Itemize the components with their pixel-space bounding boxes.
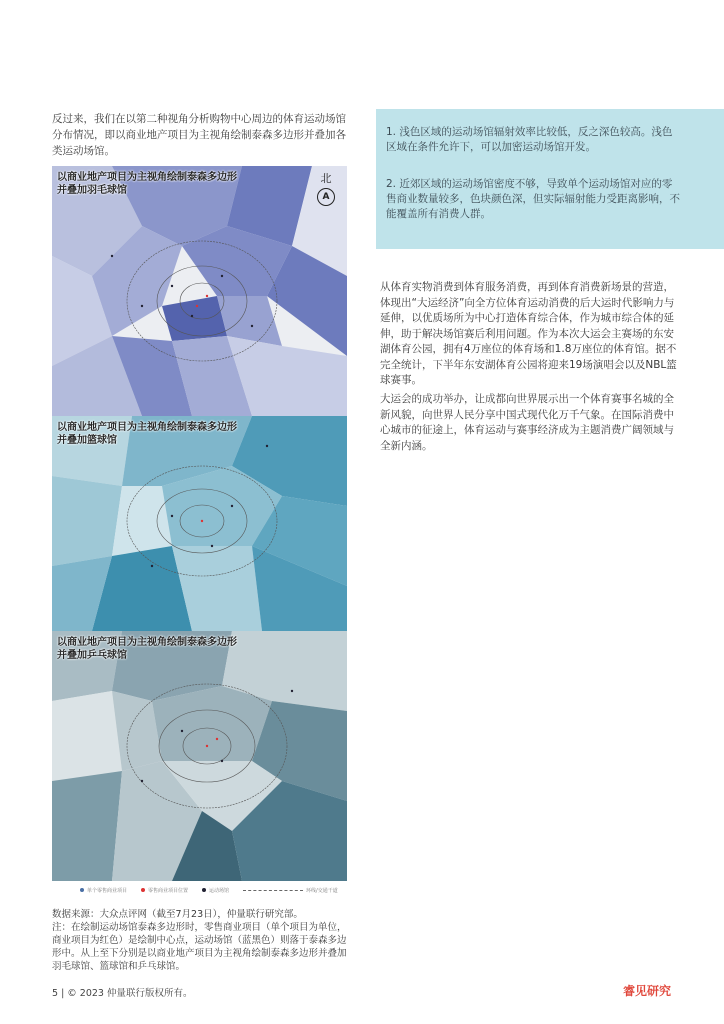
- body-paragraph-1: 从体育实物消费到体育服务消费，再到体育消费新场景的营造，体现出“大运经济”向全方位体育运动消费的后大运时代影响力与延伸，以优质场所为中心打造体育综合体，作为城市综合体的延伸，助于解决场馆赛后利用问题。作为本次大运会主赛场的东安湖体育公园，拥有4万座位的体育场和1.8万座位的体育馆。据不完全统计，下半年东安湖体育公园将迎来19场演唱会以及NBL篮球赛事。: [380, 281, 677, 386]
- voronoi-map-basketball: [52, 416, 347, 631]
- map-title: [57, 421, 237, 447]
- source-note-line: 注：在绘制运动场馆泰森多边形时，零售商业项目（单个项目为单位，商业项目为红色）是绘制中心点，运动场馆（蓝黑色）则落于泰森多边形中。从上至下分别是以商业地产项目为主视角绘制泰森多边形并叠加羽毛球馆、篮球馆和乒乓球馆。: [52, 922, 347, 972]
- legend-dot-icon: [141, 888, 145, 892]
- voronoi-map-table-tennis: [52, 631, 347, 881]
- legend-item: [80, 887, 127, 894]
- intro-paragraph: 反过来，我们在以第二种视角分析购物中心周边的体育运动场馆分布情况，即以商业地产项目为主视角绘制泰森多边形并叠加各类运动场馆。: [52, 113, 346, 157]
- legend-item: [202, 887, 229, 894]
- map-title-line-2: 并叠加乒乓球馆: [57, 650, 127, 661]
- map-table-tennis: [52, 631, 347, 881]
- legend-dot-icon: [202, 888, 206, 892]
- legend-dot-icon: [80, 888, 84, 892]
- brand-logo: 睿见研究: [622, 984, 671, 998]
- legend-label: 单个零售商业项目: [87, 887, 128, 894]
- map-badminton: [52, 166, 347, 416]
- map-title: [57, 636, 237, 662]
- callout-point-2: 2. 近郊区域的运动场馆密度不够，导致单个运动场馆对应的零售商业数量较多，色块颜色深，但实际辐射能力受距离影响，不能覆盖所有消费人群。: [386, 178, 680, 220]
- map-title: [57, 171, 237, 197]
- map-basketball: [52, 416, 347, 631]
- map-title-line-2: 并叠加羽毛球馆: [57, 185, 127, 196]
- map-legend: [52, 883, 347, 897]
- source-note: [52, 908, 352, 973]
- map-title-line-1: 以商业地产项目为主视角绘制泰森多边形: [57, 422, 237, 433]
- legend-label: 运动场馆: [209, 887, 230, 894]
- callout-box: [376, 109, 724, 249]
- body-paragraph-2: 大运会的成功举办，让成都向世界展示出一个体育赛事名城的全新风貌，向世界人民分享中国式现代化万千气象。在国际消费中心城市的征途上，体育运动与赛事经济成为主题消费广阔领域与全新内涵。: [380, 393, 674, 452]
- north-arrow: [317, 170, 335, 206]
- callout-point-1: 1. 浅色区域的运动场馆辐射效率比较低，反之深色较高。浅色区域在条件允许下，可以加密运动场馆开发。: [386, 126, 673, 153]
- north-letter: A: [322, 191, 330, 202]
- page-footer: 5 | © 2023 仲量联行版权所有。: [52, 988, 193, 999]
- north-arrow-icon: [317, 188, 335, 206]
- north-label: 北: [320, 172, 332, 185]
- source-line: 数据来源：大众点评网（截至7月23日），仲量联行研究部。: [52, 909, 303, 920]
- map-title-line-1: 以商业地产项目为主视角绘制泰森多边形: [57, 637, 237, 648]
- legend-item: [243, 887, 338, 894]
- map-title-line-1: 以商业地产项目为主视角绘制泰森多边形: [57, 172, 237, 183]
- legend-label: 零售商业项目位置: [148, 887, 189, 894]
- legend-label: 环线/交通干道: [306, 887, 338, 894]
- legend-item: [141, 887, 188, 894]
- voronoi-map-badminton: [52, 166, 347, 416]
- map-title-line-2: 并叠加篮球馆: [57, 435, 117, 446]
- legend-dash-icon: [243, 890, 303, 891]
